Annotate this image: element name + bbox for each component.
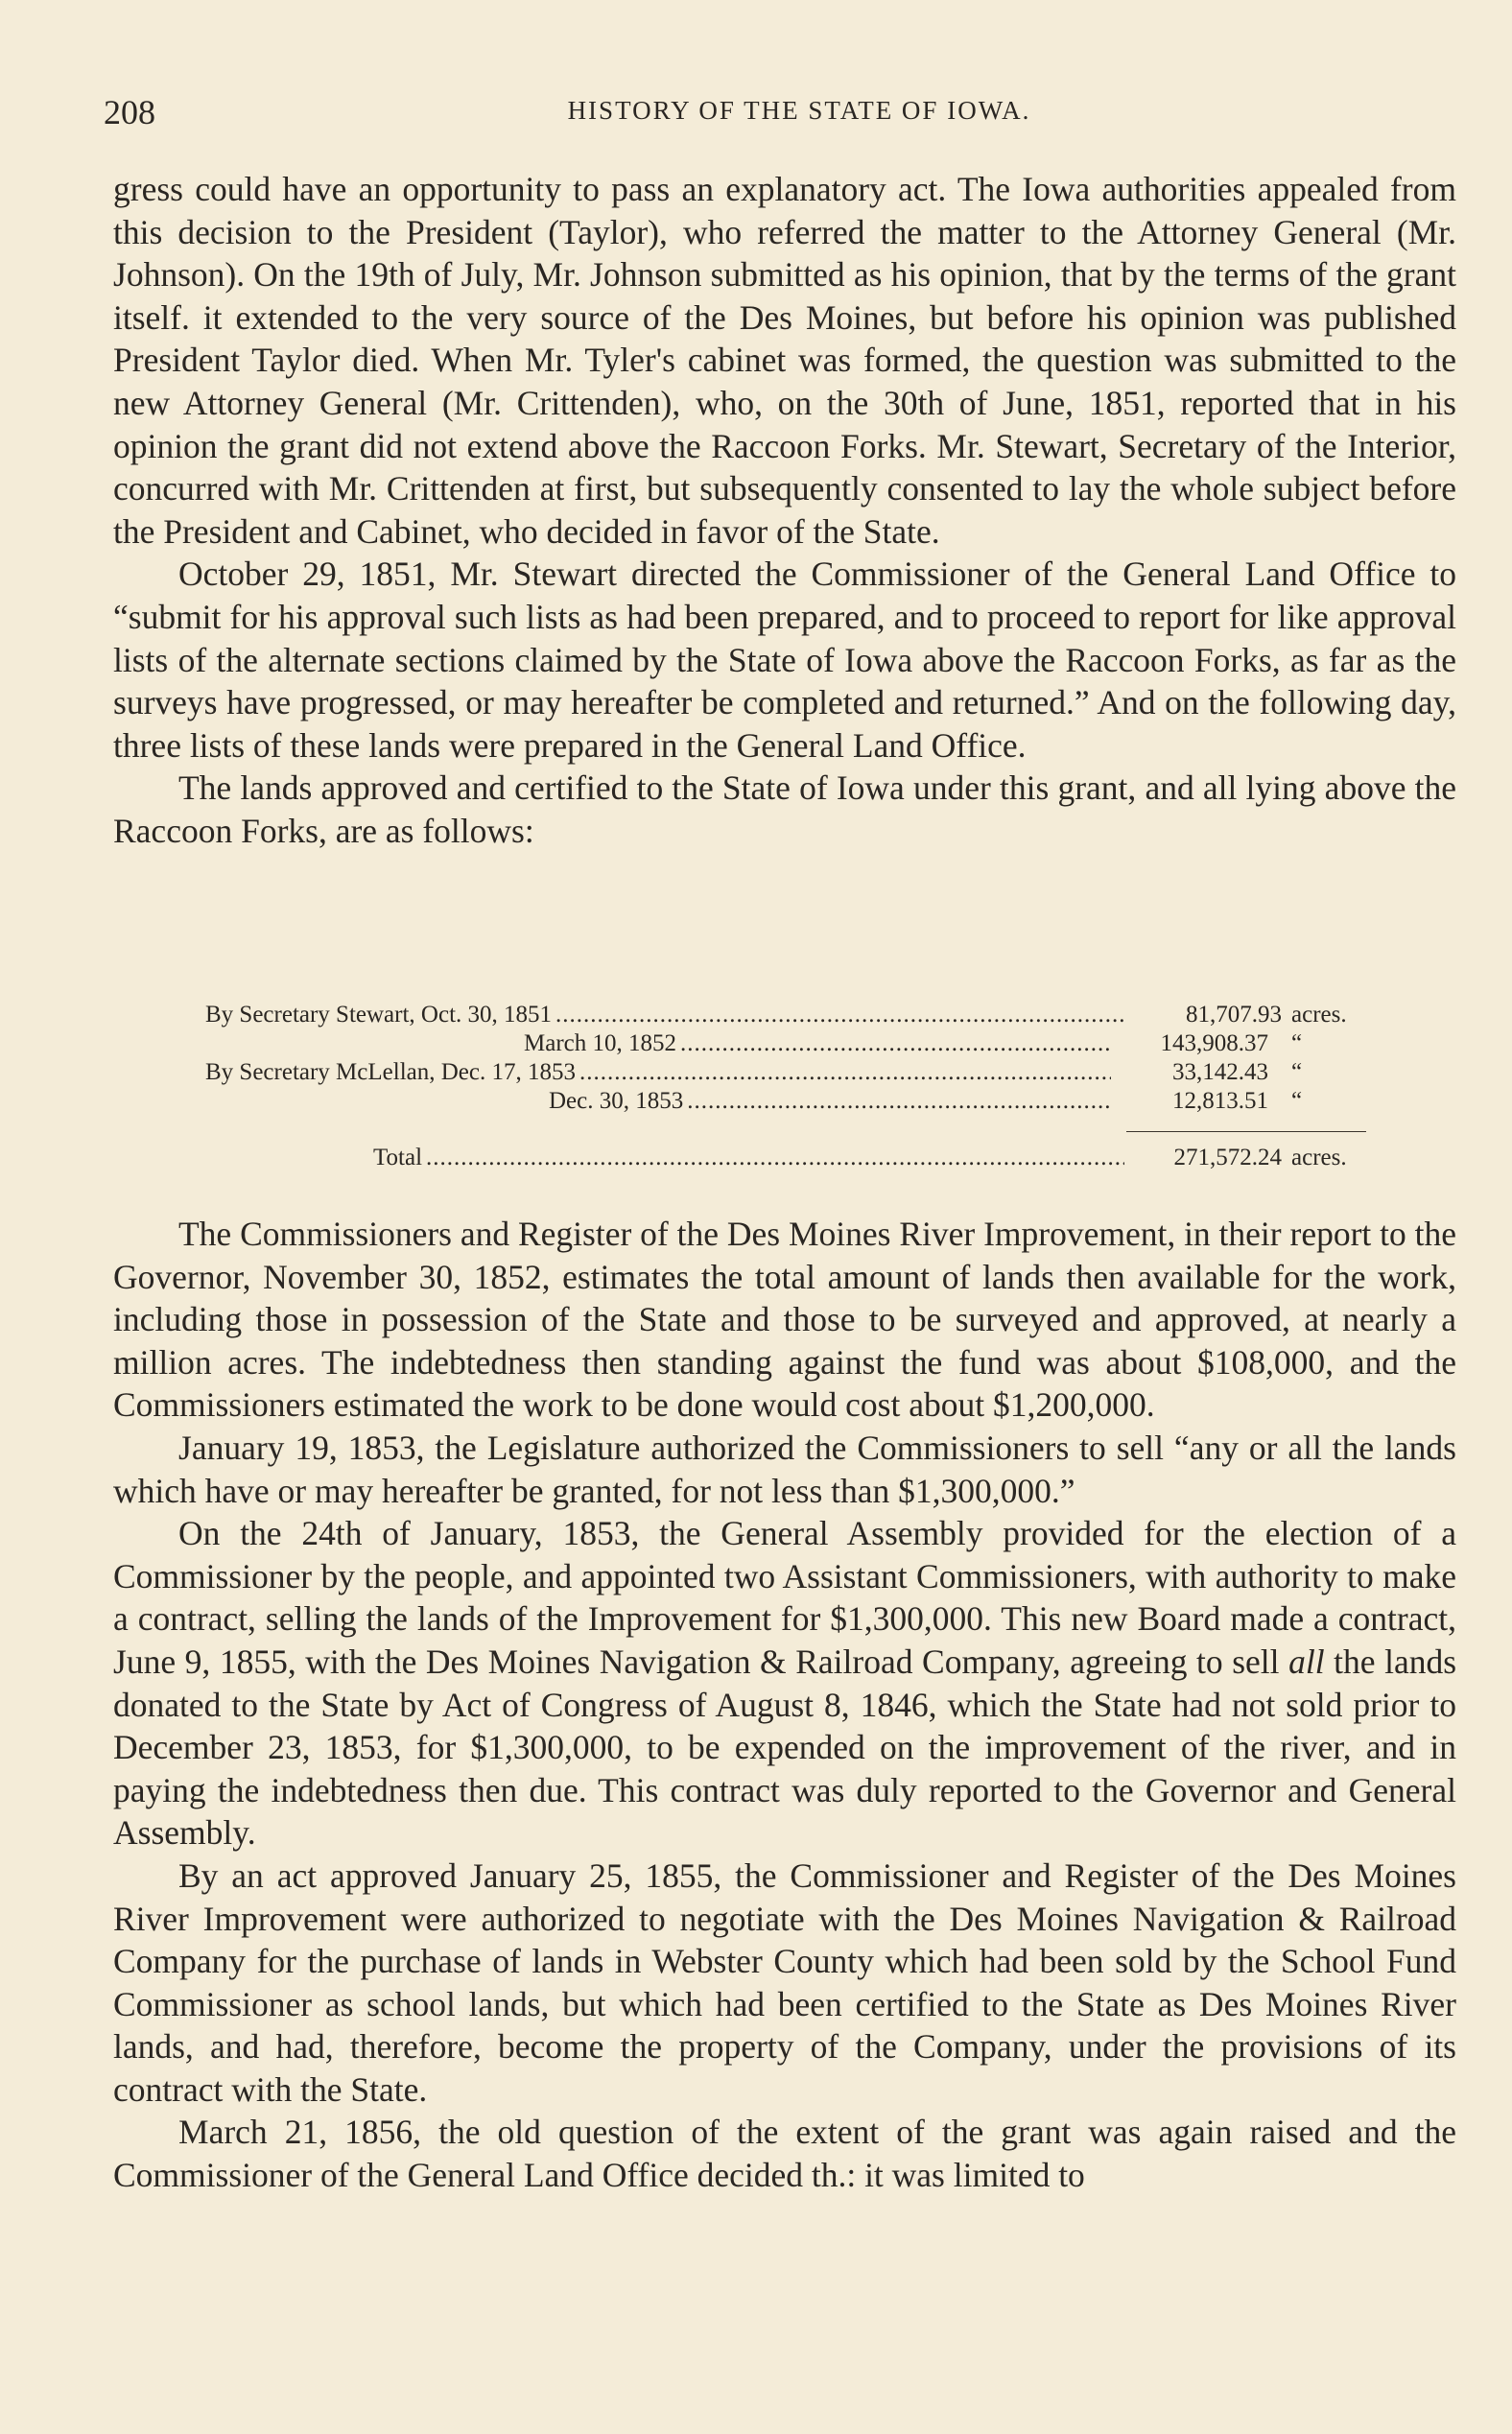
total-amount: 271,572.24	[1173, 1145, 1282, 1170]
row-unit: acres.	[1291, 1002, 1347, 1028]
table-row	[205, 1058, 1366, 1087]
emphasized-word: all	[1288, 1642, 1325, 1681]
row-amount: 12,813.51	[1172, 1088, 1268, 1114]
table-row	[205, 1001, 1366, 1029]
page-header	[104, 92, 1456, 134]
paragraph-legislature-authorization: January 19, 1853, the Legislature authorized the Commissioners to sell “any or all the lands which have or may hereafter be granted, for not less than $1,300,000.”	[113, 1428, 1456, 1510]
paragraph-stewart-directive: October 29, 1851, Mr. Stewart directed the Commissioner of the General Land Office to “submit for his approval such lists as had been prepared, and to proceed to report for like approval lists of the alternate sections claimed by the State of Iowa above the Raccoon Forks, as far as the surveys have progressed, or may hereafter be completed and returned.” And on the following day, three lists of these lands were prepared in the General Land Office.	[113, 555, 1456, 765]
table-row	[205, 1029, 1366, 1058]
table-total-row	[205, 1144, 1366, 1172]
paragraph-grant-extent-question: March 21, 1856, the old question of the extent of the grant was again raised and the Commissioner of the General Land Office decided th.: it was limited to	[113, 2113, 1456, 2195]
paragraph-general-assembly-contract	[113, 1512, 1456, 1855]
table-row	[205, 1087, 1366, 1116]
row-label: By Secretary McLellan, Dec. 17, 1853	[205, 1059, 576, 1085]
contract-text-lead: On the 24th of January, 1853, the General Assembly provided for the election of a Commissioner by the people, and appointed two Assistant Commissioners, with authority to make a contract, selling the lands of the Improvement for $1,300,000. This new Board made a contract, June 9, 1855, with the Des Moines Navigation & Railroad Company, agreeing to sell	[113, 1514, 1456, 1681]
paragraph-continued: gress could have an opportunity to pass an explanatory act. The Iowa authorities appealed from this decision to the President (Taylor), who referred the matter to the Attorney General (Mr. Johnson). On the 19th of July, Mr. Johnson submitted as his opinion, that by the terms of the grant itself. it extended to the very source of the Des Moines, but before his opinion was published President Taylor died. When Mr. Tyler's cabinet was formed, the question was submitted to the new Attorney General (Mr. Crittenden), who, on the 30th of June, 1851, reported that in his opinion the grant did not extend above the Raccoon Forks. Mr. Stewart, Secretary of the Interior, concurred with Mr. Crittenden at first, but subsequently consented to lay the whole subject before the President and Cabinet, who decided in favor of the State.	[113, 170, 1456, 551]
leader-dots	[555, 1001, 1124, 1029]
running-title: HISTORY OF THE STATE OF IOWA.	[567, 96, 1031, 125]
row-label: By Secretary Stewart, Oct. 30, 1851	[205, 1002, 553, 1028]
body-text-top	[113, 168, 1456, 853]
land-certification-table	[205, 1001, 1366, 1172]
leader-dots	[687, 1087, 1111, 1116]
row-unit: “	[1291, 1059, 1303, 1085]
row-unit: “	[1291, 1088, 1303, 1114]
row-amount: 33,142.43	[1172, 1059, 1268, 1085]
row-amount: 81,707.93	[1186, 1002, 1282, 1028]
row-amount: 143,908.37	[1160, 1030, 1268, 1056]
paragraph-webster-county-act: By an act approved January 25, 1855, the Commissioner and Register of the Des Moines River Improvement were authorized to negotiate with the Des Moines Navigation & Railroad Company for the purchase of lands in Webster County which had been sold by the School Fund Commissioner as school lands, but which had been certified to the State as Des Moines River lands, and had, therefore, become the property of the Company, under the provisions of its contract with the State.	[113, 1855, 1456, 2109]
leader-dots	[579, 1058, 1111, 1087]
leader-dots	[426, 1144, 1124, 1172]
sum-rule	[1126, 1131, 1366, 1132]
body-text-bottom	[113, 1213, 1456, 2197]
leader-dots	[680, 1029, 1111, 1058]
row-label: Dec. 30, 1853	[549, 1088, 684, 1114]
total-label: Total	[373, 1145, 423, 1170]
page-number: 208	[104, 93, 155, 131]
total-unit: acres.	[1291, 1145, 1347, 1170]
paragraph-lands-intro: The lands approved and certified to the State of Iowa under this grant, and all lying above the Raccoon Forks, are as follows:	[113, 768, 1456, 850]
row-unit: “	[1291, 1030, 1303, 1056]
paragraph-commissioners-report: The Commissioners and Register of the Des Moines River Improvement, in their report to the Governor, November 30, 1852, estimates the total amount of lands then available for the work, including those in possession of the State and those to be surveyed and approved, at nearly a million acres. The indebtedness then standing against the fund was about $108,000, and the Commissioners estimated the work to be done would cost about $1,200,000.	[113, 1215, 1456, 1425]
contract-text-rest: the lands donated to the State by Act of Congress of August 8, 1846, which the State had not sold prior to December 23, 1853, for $1,300,000, to be expended on the improvement of the river, and in paying the indebtedness then due. This contract was duly reported to the Governor and General Assembly.	[113, 1642, 1457, 1853]
row-label: March 10, 1852	[524, 1030, 676, 1056]
